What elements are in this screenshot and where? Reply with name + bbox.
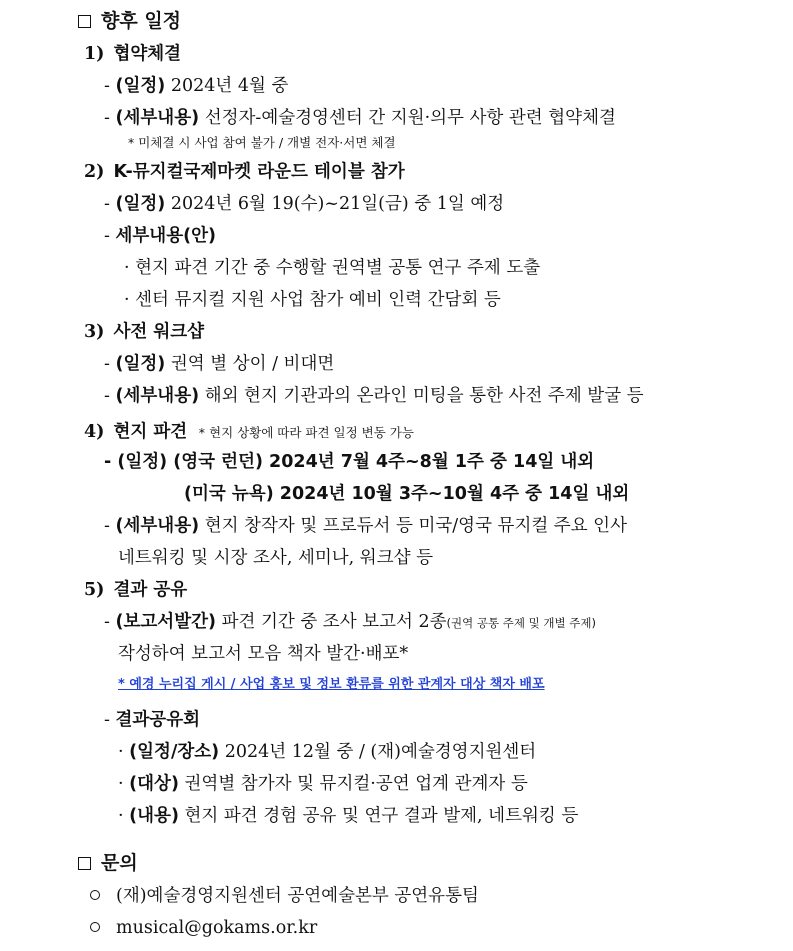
schedule-section-title: 향후 일정 (78, 9, 181, 33)
contact-email[interactable]: musical@gokams.or.kr (90, 916, 317, 940)
s1-date: - (일정) 2024년 4월 중 (104, 76, 289, 96)
s4-detail: - (세부내용) 현지 창작자 및 프로듀서 등 미국/영국 뮤지컬 주요 인사 (104, 516, 627, 536)
s5-share-item: · (대상) 권역별 참가자 및 뮤지컬·공연 업계 관계자 등 (118, 774, 528, 794)
s4-date-line2: (미국 뉴욕) 2024년 10월 3주~10월 4주 중 14일 내외 (184, 484, 630, 504)
s1-heading: 1) 협약체결 (84, 44, 182, 64)
circle-bullet-icon (90, 890, 100, 900)
s3-heading: 3) 사전 워크샵 (84, 322, 205, 342)
contact-item: (재)예술경영지원센터 공연예술본부 공연유통팀 (90, 884, 479, 908)
s5-report: - (보고서발간) 파견 기간 중 조사 보고서 2종(권역 공통 주제 및 개별 주제) (104, 612, 596, 632)
s2-bullet: · 센터 뮤지컬 지원 사업 참가 예비 인력 간담회 등 (124, 290, 501, 310)
s2-detail-title: - 세부내용(안) (104, 226, 217, 246)
s5-share-title: - 결과공유회 (104, 710, 201, 730)
contact-section-title: 문의 (78, 851, 138, 875)
s4-heading: 4) 현지 파견 * 현지 상황에 따라 파견 일정 변동 가능 (84, 422, 414, 442)
s2-heading: 2) K-뮤지컬국제마켓 라운드 테이블 참가 (84, 162, 405, 182)
s3-detail: - (세부내용) 해외 현지 기관과의 온라인 미팅을 통한 사전 주제 발굴 등 (104, 386, 644, 406)
s3-date: - (일정) 권역 별 상이 / 비대면 (104, 354, 335, 374)
s1-detail: - (세부내용) 선정자-예술경영센터 간 지원·의무 사항 관련 협약체결 (104, 108, 616, 128)
s5-heading: 5) 결과 공유 (84, 580, 188, 600)
s5-share-item: · (내용) 현지 파견 경험 공유 및 연구 결과 발제, 네트워킹 등 (118, 806, 579, 826)
s2-bullet: · 현지 파견 기간 중 수행할 권역별 공통 연구 주제 도출 (124, 258, 541, 278)
s5-share-item: · (일정/장소) 2024년 12월 중 / (재)예술경영지원센터 (118, 742, 537, 762)
s5-report-cont: 작성하여 보고서 모음 책자 발간·배포* (118, 644, 409, 664)
s2-date: - (일정) 2024년 6월 19(수)~21일(금) 중 1일 예정 (104, 194, 505, 214)
checkbox-square-icon (78, 857, 91, 870)
s1-note: * 미체결 시 사업 참여 불가 / 개별 전자·서면 체결 (128, 135, 396, 150)
checkbox-square-icon (78, 15, 91, 28)
s5-report-note: * 예경 누리집 게시 / 사업 홍보 및 정보 환류를 위한 관계자 대상 책자 배포 (118, 677, 545, 692)
s4-note: * 현지 상황에 따라 파견 일정 변동 가능 (198, 425, 414, 440)
s4-date-line1: - (일정) (영국 런던) 2024년 7월 4주~8월 1주 중 14일 내외 (104, 452, 595, 472)
s4-detail-cont: 네트워킹 및 시장 조사, 세미나, 워크샵 등 (118, 548, 433, 568)
circle-bullet-icon (90, 922, 100, 932)
